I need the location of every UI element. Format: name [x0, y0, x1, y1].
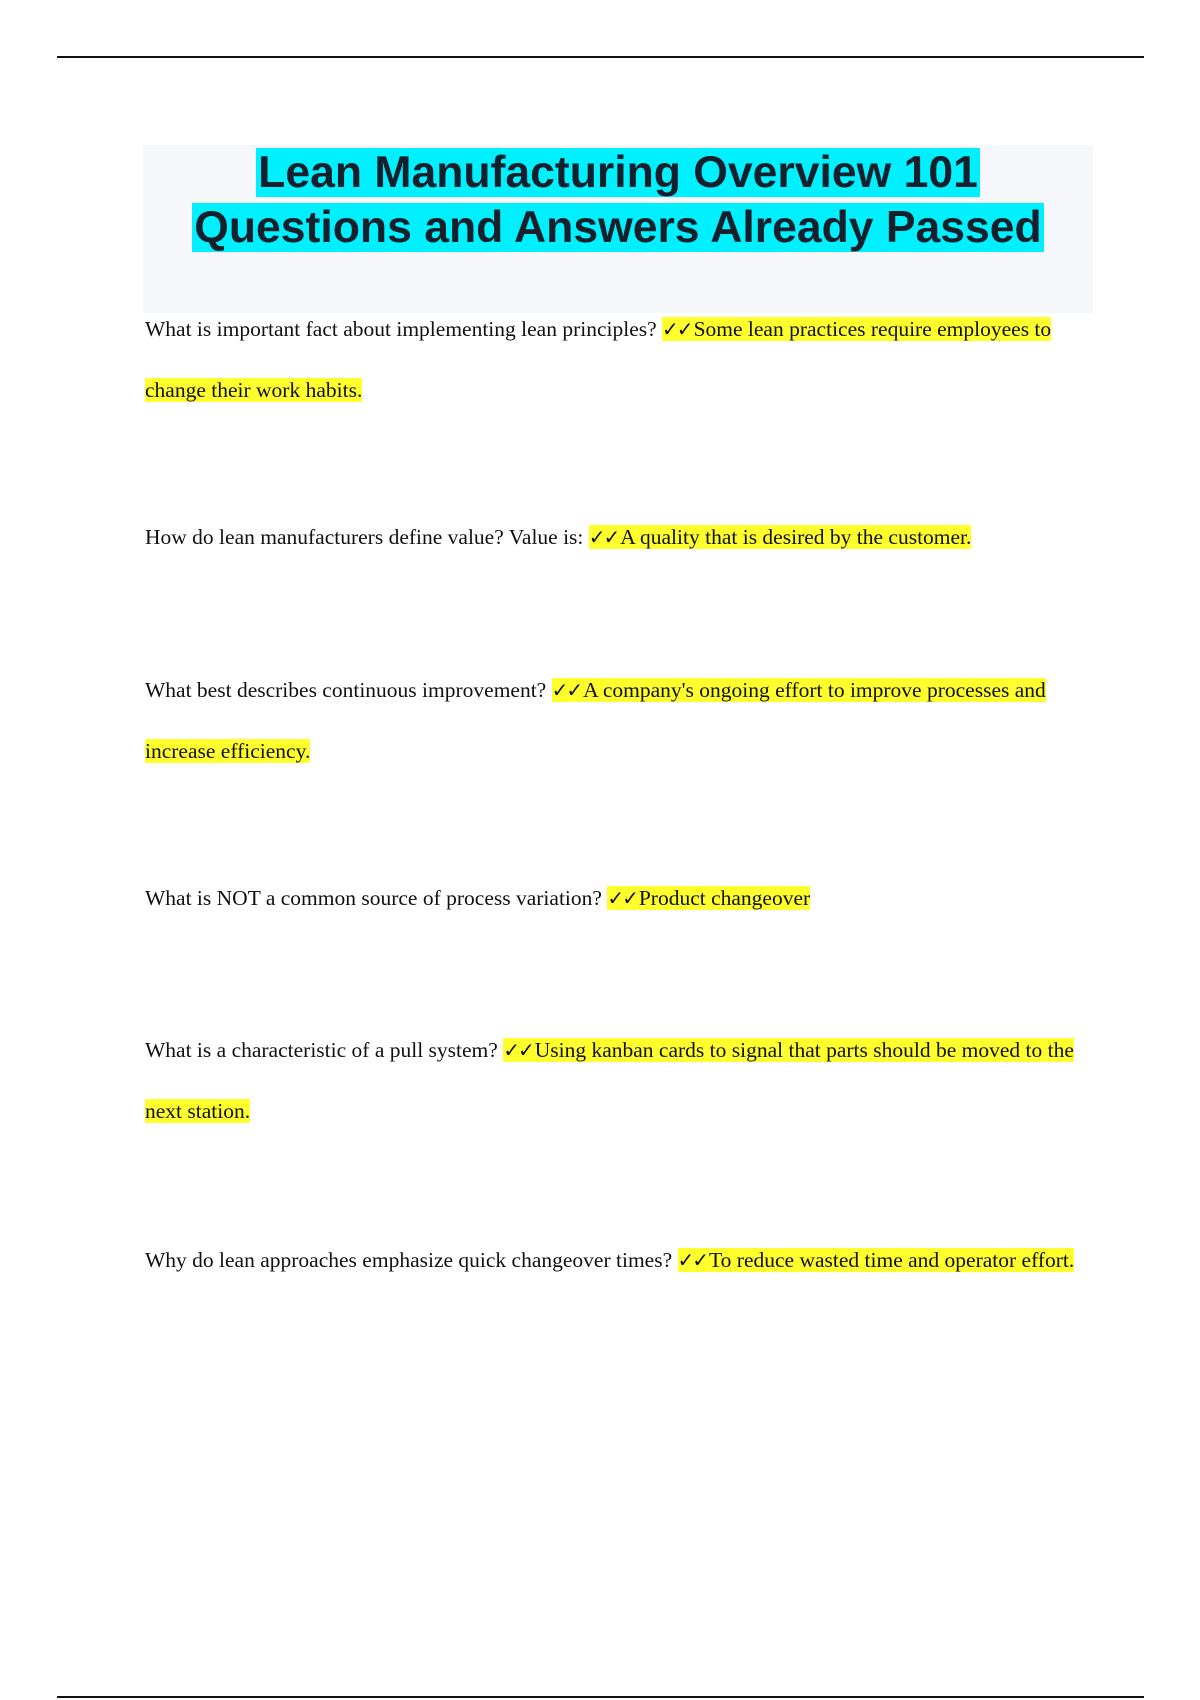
- answer-text: A company's ongoing effort to improve processes and increase efficiency.: [145, 678, 1046, 763]
- double-check-icon: ✓✓: [503, 1038, 533, 1062]
- question-text: What is NOT a common source of process variation?: [145, 886, 602, 910]
- answer-text: Product changeover: [638, 886, 811, 910]
- document-title: [143, 145, 1093, 255]
- title-block: [143, 145, 1093, 313]
- question-text: What is a characteristic of a pull system?: [145, 1038, 498, 1062]
- question-text: Why do lean approaches emphasize quick changeover times?: [145, 1248, 673, 1272]
- answer-text: To reduce wasted time and operator effort.: [709, 1248, 1075, 1272]
- qa-item-6: [145, 1230, 1105, 1291]
- double-check-icon: ✓✓: [607, 886, 637, 910]
- question-text: What is important fact about implementing lean principles?: [145, 317, 657, 341]
- double-check-icon: ✓✓: [662, 317, 692, 341]
- page-top-rule: [57, 56, 1144, 58]
- title-line-2: Questions and Answers Already Passed: [194, 203, 1042, 252]
- double-check-icon: ✓✓: [551, 678, 582, 702]
- double-check-icon: ✓✓: [588, 525, 619, 549]
- qa-item-1: [145, 299, 1105, 421]
- title-line-1: Lean Manufacturing Overview 101: [258, 148, 978, 197]
- page-bottom-rule: [57, 1696, 1144, 1698]
- answer-text: Using kanban cards to signal that parts should be moved to the next station.: [145, 1038, 1074, 1123]
- question-text: How do lean manufacturers define value? Value is:: [145, 525, 584, 549]
- double-check-icon: ✓✓: [677, 1248, 708, 1272]
- qa-item-2: [145, 507, 1105, 568]
- answer-highlight: [607, 886, 810, 910]
- answer-text: Some lean practices require employees to change their work habits.: [145, 317, 1052, 402]
- qa-item-4: [145, 868, 1105, 929]
- question-text: What best describes continuous improvement?: [145, 678, 547, 702]
- qa-item-3: [145, 660, 1105, 782]
- answer-highlight: [678, 1248, 1075, 1272]
- answer-highlight: [589, 525, 972, 549]
- qa-item-5: [145, 1020, 1105, 1142]
- answer-text: A quality that is desired by the customer.: [620, 525, 972, 549]
